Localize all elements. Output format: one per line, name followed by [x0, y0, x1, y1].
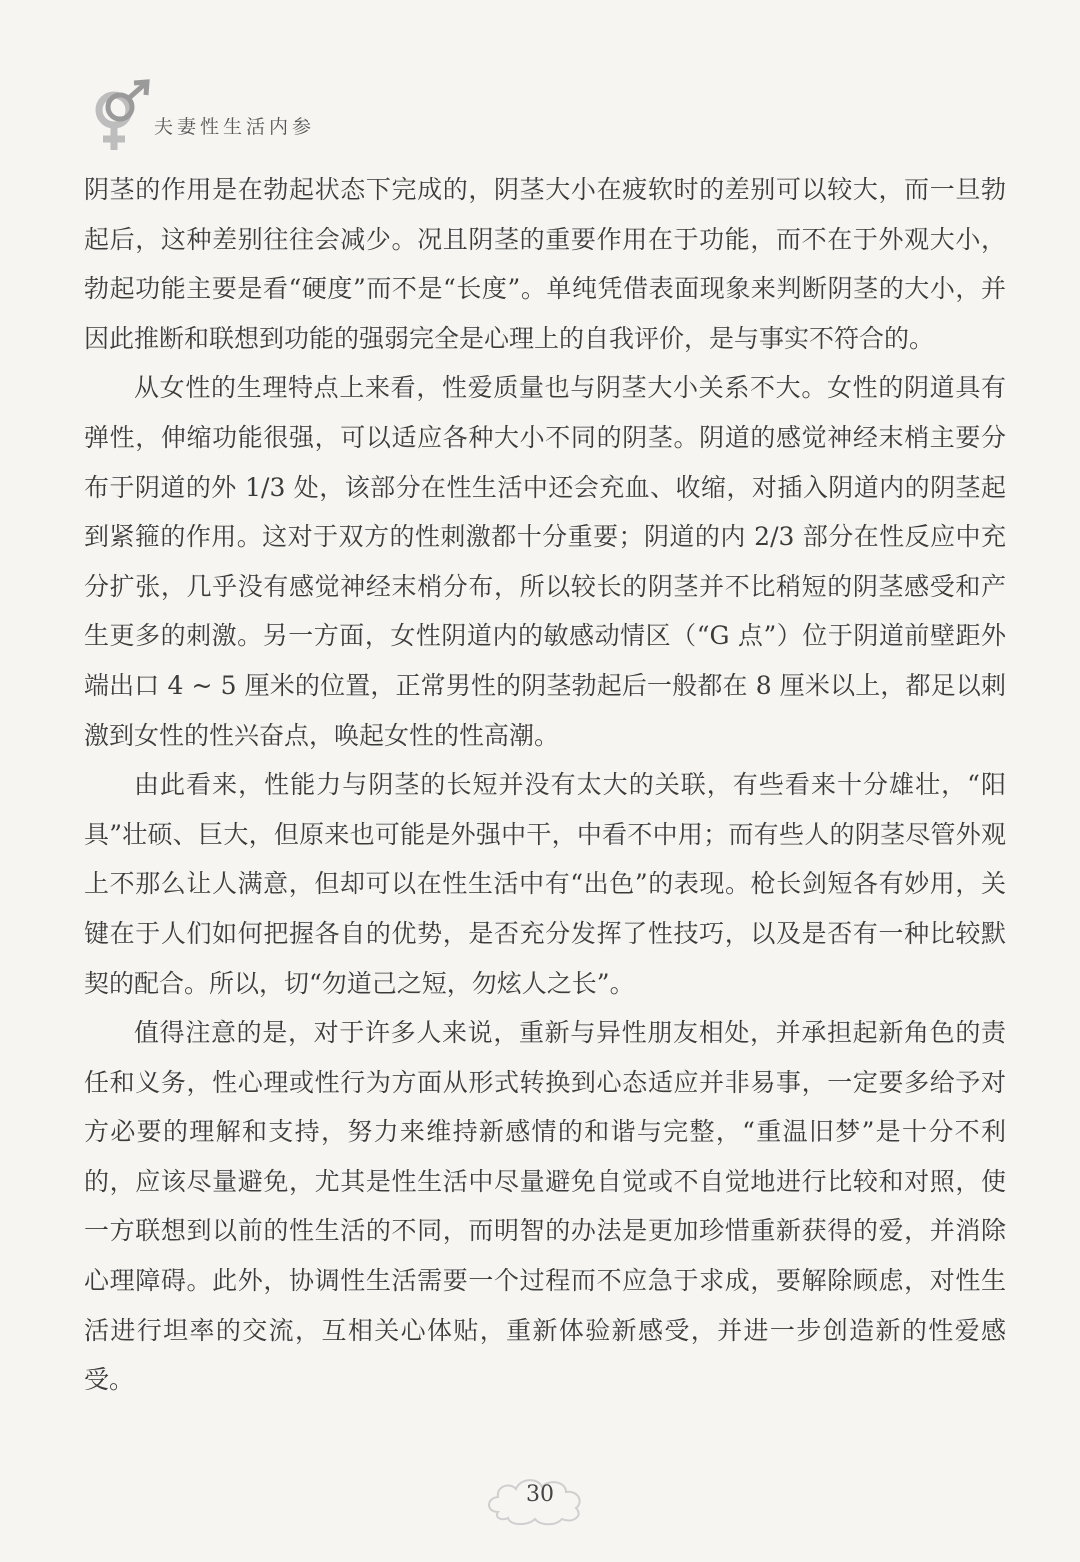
- paragraph: 从女性的生理特点上来看，性爱质量也与阴茎大小关系不大。女性的阴道具有弹性，伸缩功能很强，可以适应各种大小不同的阴茎。阴道的感觉神经末梢主要分布于阴道的外 1/3 处，该部分在性生活中还会充血、收缩，对插入阴道内的阴茎起到紧箍的作用。这对于双方的性刺激都十分重要；阴道的内 2/3 部分在性反应中充分扩张，几乎没有感觉神经末梢分布，所以较长的阴茎并不比稍短的阴茎感受和产生更多的刺激。另一方面，女性阴道内的敏感动情区（“G 点”）位于阴道前壁距外端出口 4 ~ 5 厘米的位置，正常男性的阴茎勃起后一般都在 8 厘米以上，都足以刺激到女性的性兴奋点，唤起女性的性高潮。: [84, 373, 1006, 750]
- paragraph: 值得注意的是，对于许多人来说，重新与异性朋友相处，并承担起新角色的责任和义务，性心理或性行为方面从形式转换到心态适应并非易事，一定要多给予对方必要的理解和支持，努力来维持新感情的和谐与完整，“重温旧梦”是十分不利的，应该尽量避免，尤其是性生活中尽量避免自觉或不自觉地进行比较和对照，使一方联想到以前的性生活的不同，而明智的办法是更加珍惜重新获得的爱，并消除心理障碍。此外，协调性生活需要一个过程而不应急于求成，要解除顾虑，对性生活进行坦率的交流，互相关心体贴，重新体验新感受，并进一步创造新的性爱感受。: [84, 1018, 1006, 1395]
- paragraph: 由此看来，性能力与阴茎的长短并没有太大的关联，有些看来十分雄壮，“阳具”壮硕、巨大，但原来也可能是外强中干，中看不中用；而有些人的阴茎尽管外观上不那么让人满意，但却可以在性生活中有“出色”的表现。枪长剑短各有妙用，关键在于人们如何把握各自的优势，是否充分发挥了性技巧，以及是否有一种比较默契的配合。所以，切“勿道己之短，勿炫人之长”。: [84, 770, 1006, 998]
- page-body: [84, 165, 1006, 1405]
- running-header: [84, 78, 484, 158]
- page-number-badge: [480, 1472, 600, 1528]
- paragraph: 阴茎的作用是在勃起状态下完成的，阴茎大小在疲软时的差别可以较大，而一旦勃起后，这种差别往往会减少。况且阴茎的重要作用在于功能，而不在于外观大小，勃起功能主要是看“硬度”而不是“长度”。单纯凭借表面现象来判断阴茎的大小，并因此推断和联想到功能的强弱完全是心理上的自我评价，是与事实不符合的。: [84, 175, 1006, 353]
- header-title: 夫妻性生活内参: [154, 116, 316, 138]
- male-female-symbol-icon: [84, 78, 164, 158]
- page-number: 30: [526, 1482, 554, 1507]
